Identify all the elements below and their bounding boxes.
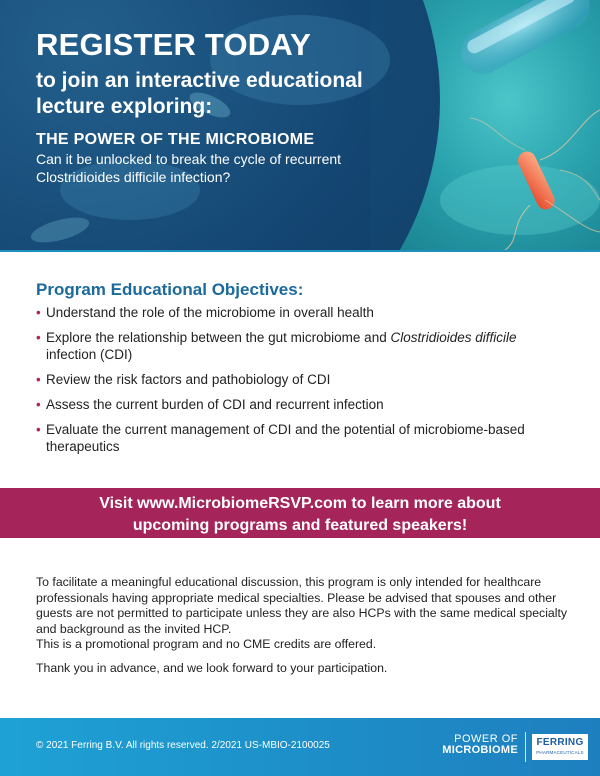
program-theme: THE POWER OF THE MICROBIOME <box>36 131 315 148</box>
objective-text: Review the risk factors and pathobiology of CDI <box>46 372 331 387</box>
objective-item <box>36 371 566 388</box>
copyright-text: © 2021 Ferring B.V. All rights reserved. 2/2021 US-MBIO-2100025 <box>36 740 330 751</box>
promotional-notice: This is a promotional program and no CME credits are offered. <box>36 637 377 651</box>
objective-text: Evaluate the current management of CDI and the potential of microbiome-based therapeutics <box>46 422 525 454</box>
power-of-microbiome-logo <box>420 734 518 756</box>
logo-divider <box>525 732 526 762</box>
eligibility-notice: To facilitate a meaningful educational discussion, this program is only intended for healthcare professionals having appropriate medical specialties. Please be advised that spouses and other guests are not permitted to participate unless they are also HCPs with the same medical specialty and background as the invited HCP. <box>36 575 568 636</box>
objective-item <box>36 396 566 413</box>
ferring-logo <box>532 734 588 760</box>
hero-text-block <box>36 28 456 186</box>
objective-item <box>36 421 566 455</box>
hero-banner <box>0 0 600 250</box>
objective-item <box>36 329 566 363</box>
register-today-title: REGISTER TODAY <box>36 27 311 62</box>
thank-you-note: Thank you in advance, and we look forward to your participation. <box>36 660 388 675</box>
ferring-subtitle: PHARMACEUTICALS <box>536 750 584 755</box>
objective-text-pre: Explore the relationship between the gut microbiome and <box>46 330 391 345</box>
footer <box>0 718 600 776</box>
objectives-heading: Program Educational Objectives: <box>36 280 304 299</box>
bullet-icon: • <box>36 372 41 387</box>
objective-text-species: Clostridioides difficile <box>390 330 517 345</box>
bullet-icon: • <box>36 305 41 320</box>
logo-line2: MICROBIOME <box>442 744 518 756</box>
bullet-icon: • <box>36 330 41 345</box>
bullet-icon: • <box>36 397 41 412</box>
objective-text-post: infection (CDI) <box>46 347 133 362</box>
hero-subtitle-line2: lecture exploring: <box>36 95 213 118</box>
hero-subtitle <box>36 68 456 120</box>
hero-divider <box>0 250 600 252</box>
rsvp-call-to-action <box>0 488 600 538</box>
objectives-section <box>36 280 566 463</box>
hero-subtitle-line1: to join an interactive educational <box>36 69 363 92</box>
objective-text: Understand the role of the microbiome in overall health <box>46 305 374 320</box>
logo-line1: POWER OF <box>454 733 518 745</box>
bullet-icon: • <box>36 422 41 437</box>
program-question: Can it be unlocked to break the cycle of recurrent Clostridioides difficile infection? <box>36 151 342 185</box>
objective-item <box>36 304 566 321</box>
objective-text: Assess the current burden of CDI and recurrent infection <box>46 397 384 412</box>
cta-line2: upcoming programs and featured speakers! <box>132 517 468 534</box>
objectives-list <box>36 304 566 455</box>
cta-line1: Visit www.MicrobiomeRSVP.com to learn more about <box>99 495 501 512</box>
disclaimer-section <box>36 575 571 676</box>
ferring-wordmark: FERRING <box>536 737 584 748</box>
